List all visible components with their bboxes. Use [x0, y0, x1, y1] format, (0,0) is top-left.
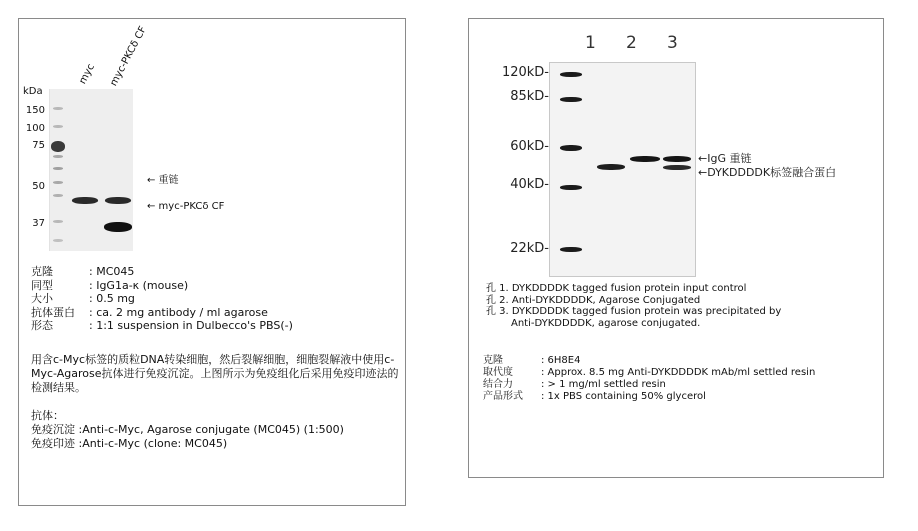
fusion-band-lane1	[597, 164, 625, 170]
ladder-band	[560, 97, 582, 102]
fusion-band-lane3	[663, 165, 691, 170]
ladder-band	[560, 145, 582, 151]
spec-row: 克隆 : 6H8E4	[483, 355, 581, 366]
western-blot-image-left	[49, 89, 133, 251]
heavy-chain-annotation: ← 重链	[147, 175, 179, 186]
ladder-band	[560, 185, 582, 190]
fusion-protein-annotation: ←DYKDDDDK标签融合蛋白	[698, 166, 837, 179]
lane-label-myc: myc	[77, 62, 97, 86]
lane-number-3: 3	[667, 33, 678, 53]
product-info-table	[31, 265, 293, 333]
heavy-chain-band-lane1	[72, 197, 98, 204]
marker-75: 75	[32, 140, 45, 151]
marker-150: 150	[25, 105, 45, 116]
heavy-chain-band-lane2	[630, 156, 660, 162]
western-blot-image-right	[549, 62, 696, 277]
ladder-band	[53, 167, 63, 170]
spec-table	[483, 355, 815, 403]
myc-pkc-annotation: ← myc-PKCδ CF	[147, 201, 225, 212]
marker-85kd: 85kD-	[510, 89, 549, 104]
myc-pkc-band	[104, 222, 132, 232]
kda-unit-label: kDa	[23, 86, 43, 97]
spec-row: 结合力 : > 1 mg/ml settled resin	[483, 379, 666, 390]
method-description: 用含c-Myc标签的质粒DNA转染细胞，然后裂解细胞，细胞裂解液中使用c-Myc-Agarose抗体进行免疫沉淀。上图所示为免疫组化后采用免疫印迹法的检测结果。	[31, 353, 399, 394]
ladder-band	[560, 247, 582, 252]
antibody-section	[31, 409, 344, 451]
info-row: 大小 : 0.5 mg	[31, 292, 135, 305]
heavy-chain-band-lane2	[105, 197, 131, 204]
ladder-band	[53, 239, 63, 242]
info-row: 克隆 : MC045	[31, 265, 135, 278]
ladder-band	[53, 181, 63, 184]
marker-60kd: 60kD-	[510, 139, 549, 154]
right-product-panel	[468, 18, 884, 478]
left-product-panel	[18, 18, 406, 506]
info-row: 抗体蛋白 : ca. 2 mg antibody / ml agarose	[31, 305, 268, 319]
marker-120kd: 120kD-	[501, 65, 549, 80]
marker-100: 100	[25, 123, 45, 134]
well-line-3-cont: Anti-DYKDDDDK, agarose conjugated.	[511, 317, 701, 329]
lane-number-1: 1	[585, 33, 596, 53]
marker-40kd: 40kD-	[510, 177, 549, 192]
ladder-band	[53, 107, 63, 110]
ladder-band	[53, 125, 63, 128]
heavy-chain-band-lane3	[663, 156, 691, 162]
well-line-1: 孔 1. DYKDDDDK tagged fusion protein input control	[486, 283, 747, 294]
antibody-line-ip: 免疫沉淀 :Anti-c-Myc, Agarose conjugate (MC045) (1:500)	[31, 423, 344, 436]
spec-row: 产品形式 : 1x PBS containing 50% glycerol	[483, 391, 706, 402]
ladder-band	[53, 155, 63, 158]
igg-heavy-chain-annotation: ←IgG 重链	[698, 152, 752, 165]
antibody-title: 抗体：	[31, 409, 64, 422]
well-line-2: 孔 2. Anti-DYKDDDDK, Agarose Conjugated	[486, 294, 701, 306]
spec-row: 取代度 : Approx. 8.5 mg Anti-DYKDDDDK mAb/ml settled resin	[483, 367, 816, 378]
ladder-band	[53, 194, 63, 197]
lane-label-myc-pkc: myc-PKCδ CF	[108, 24, 149, 88]
well-line-3: 孔 3. DYKDDDDK tagged fusion protein was precipitated by	[486, 306, 782, 317]
marker-50: 50	[32, 181, 45, 192]
marker-37: 37	[32, 218, 45, 229]
lane-number-2: 2	[626, 33, 637, 53]
ladder-band	[51, 141, 65, 152]
info-row: 同型 : IgG1a-κ (mouse)	[31, 278, 189, 292]
info-row: 形态 : 1:1 suspension in Dulbecco's PBS(-)	[31, 319, 293, 332]
marker-22kd: 22kD-	[510, 241, 549, 256]
antibody-line-wb: 免疫印迹 :Anti-c-Myc (clone: MC045)	[31, 437, 228, 450]
ladder-band	[560, 72, 582, 77]
well-legend	[486, 283, 781, 329]
ladder-band	[53, 220, 63, 223]
